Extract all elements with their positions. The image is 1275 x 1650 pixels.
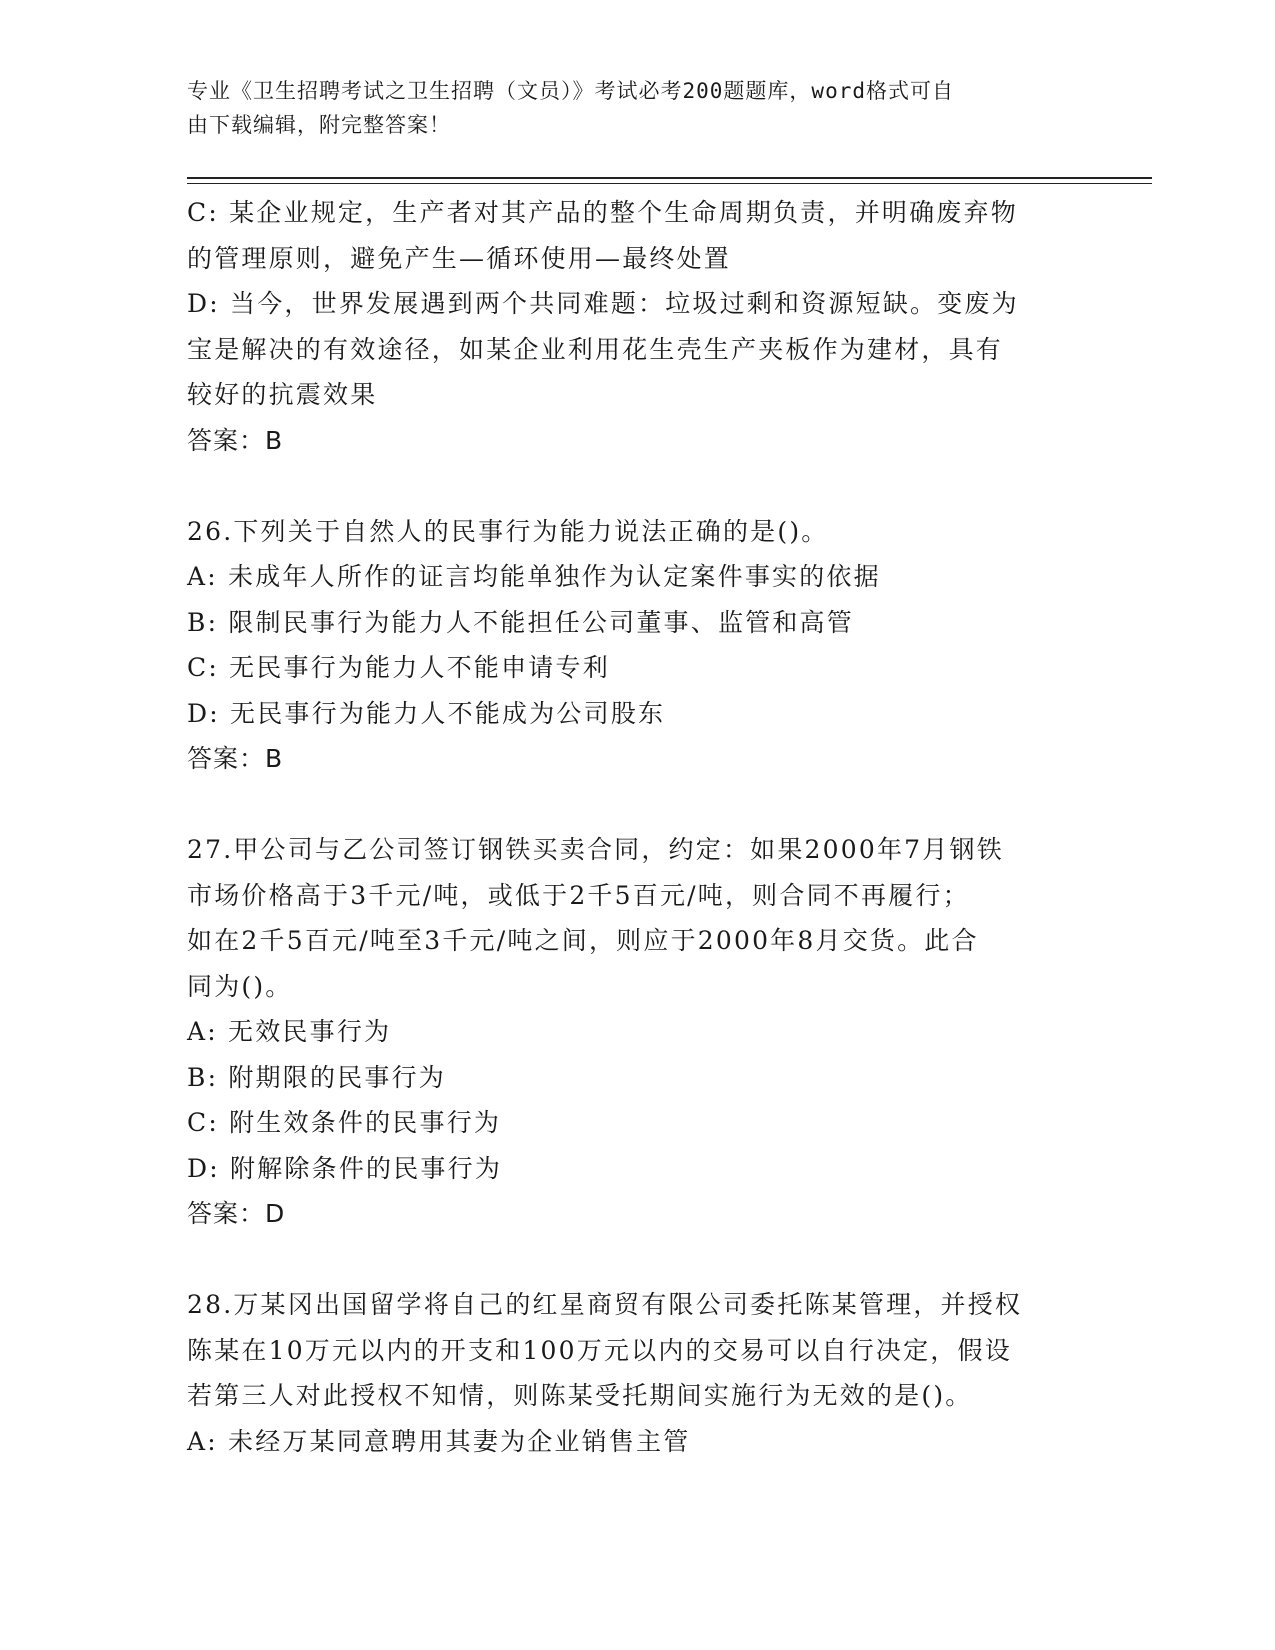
spacer (187, 463, 1087, 509)
answer-label: 答案：B (187, 425, 284, 455)
question-26-option-a: A: 未成年人所作的证言均能单独作为认定案件事实的依据 (187, 562, 881, 591)
question-26-option-d: D: 无民事行为能力人不能成为公司股东 (187, 698, 666, 728)
question-27-answer: 答案：D (187, 1199, 286, 1228)
header-line-1: 专业《卫生招聘考试之卫生招聘（文员）》考试必考200题题库，word格式可自 (187, 79, 954, 103)
question-27-option-c: C: 附生效条件的民事行为 (187, 1108, 502, 1137)
spacer (187, 1237, 1087, 1283)
option-c-line-2: 的管理原则，避免产生—循环使用—最终处置 (187, 243, 732, 273)
header-divider-thick (187, 177, 1152, 179)
question-26-answer: 答案：B (187, 744, 284, 773)
question-27-stem-line-3: 如在2千5百元/吨至3千元/吨之间，则应于2000年8月交货。此合 (187, 926, 979, 955)
question-26-stem: 26.下列关于自然人的民事行为能力说法正确的是()。 (187, 516, 829, 546)
question-content (187, 190, 1087, 1464)
option-c-line-1: C: 某企业规定，生产者对其产品的整个生命周期负责，并明确废弃物 (187, 198, 1018, 227)
question-28-stem-line-3: 若第三人对此授权不知情，则陈某受托期间实施行为无效的是()。 (187, 1381, 973, 1410)
question-27-stem-line-1: 27.甲公司与乙公司签订钢铁买卖合同，约定：如果2000年7月钢铁 (187, 835, 1004, 864)
question-27-option-a: A: 无效民事行为 (187, 1017, 392, 1046)
option-d-line-1: D: 当今，世界发展遇到两个共同难题：垃圾过剩和资源短缺。变废为 (187, 289, 1019, 318)
question-28-stem-line-2: 陈某在10万元以内的开支和100万元以内的交易可以自行决定，假设 (187, 1335, 1012, 1365)
question-28-stem-line-1: 28.万某冈出国留学将自己的红星商贸有限公司委托陈某管理，并授权 (187, 1290, 1023, 1319)
question-27-option-d: D: 附解除条件的民事行为 (187, 1153, 503, 1183)
question-26-option-b: B: 限制民事行为能力人不能担任公司董事、监管和高管 (187, 607, 854, 637)
spacer (187, 782, 1087, 828)
option-d-line-2: 宝是解决的有效途径，如某企业利用花生壳生产夹板作为建材，具有 (187, 334, 1004, 364)
question-27-option-b: B: 附期限的民事行为 (187, 1062, 446, 1092)
option-d-line-3: 较好的抗震效果 (187, 380, 378, 409)
question-27-stem-line-4: 同为()。 (187, 971, 293, 1001)
question-26-option-c: C: 无民事行为能力人不能申请专利 (187, 653, 610, 682)
header-line-2: 由下载编辑，附完整答案！ (187, 113, 451, 137)
question-27-stem-line-2: 市场价格高于3千元/吨，或低于2千5百元/吨，则合同不再履行； (187, 880, 970, 910)
header-divider-thin (187, 183, 1152, 184)
document-header (187, 74, 1067, 142)
question-28-option-a: A: 未经万某同意聘用其妻为企业销售主管 (187, 1426, 691, 1456)
